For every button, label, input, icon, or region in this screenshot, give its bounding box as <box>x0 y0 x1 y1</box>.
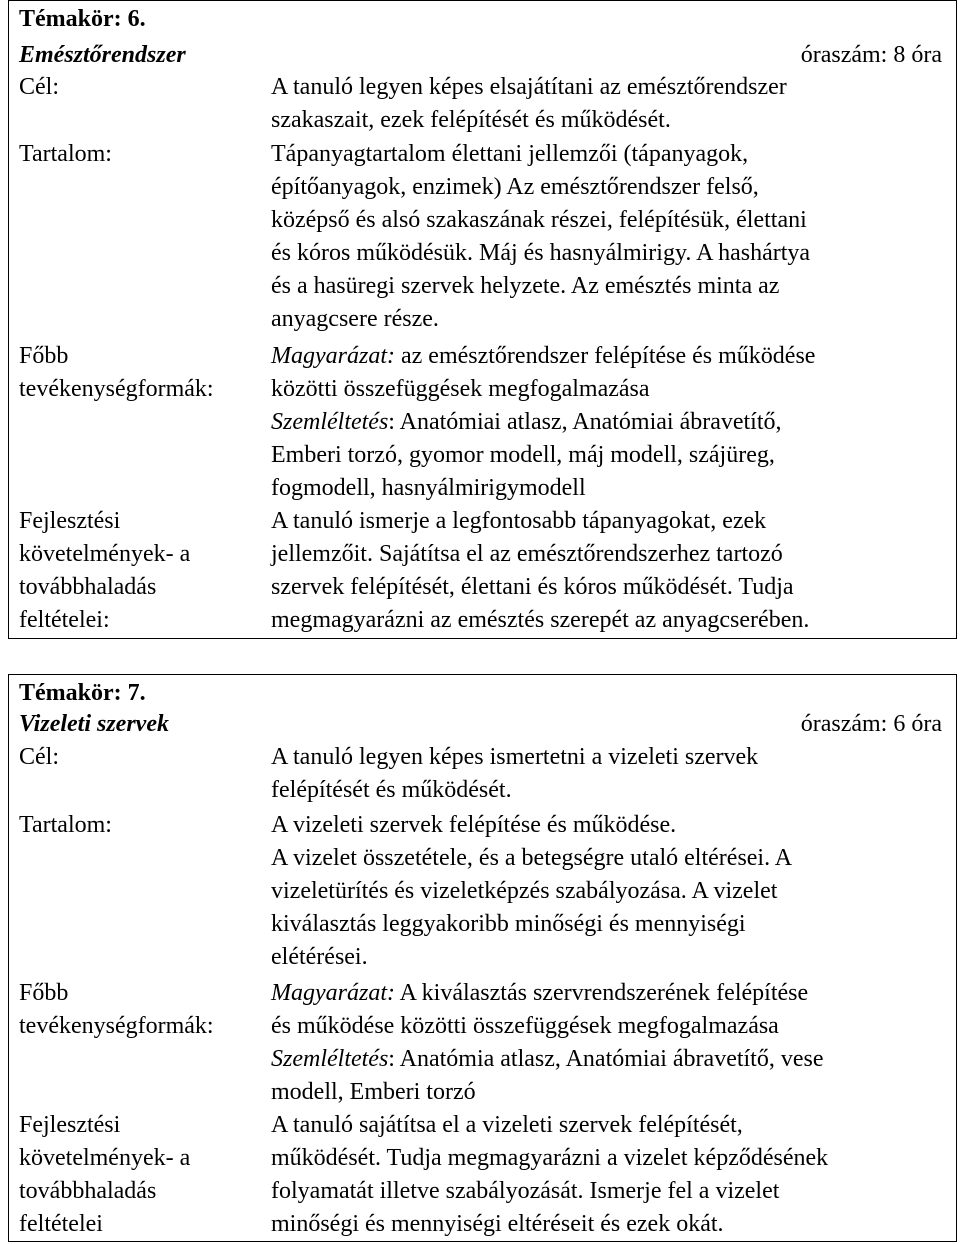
activity-text: : Anatómia atlasz, Anatómiai ábravetítő, vese <box>388 1046 824 1072</box>
content-text-line: és kóros működésük. Máj és hasnyálmirigy. A hashártya <box>271 240 811 266</box>
content-text-line: középső és alsó szakaszának részei, felépítésük, élettani <box>271 207 807 233</box>
activity-line <box>271 1043 950 1076</box>
activity-line <box>271 340 950 373</box>
activity-emphasis: Szemléltetés <box>271 1046 389 1072</box>
requirements-text-line: minőségi és mennyiségi eltéréseit és ezek okát. <box>271 1211 724 1237</box>
requirements-text-line: jellemzőit. Sajátítsa el az emésztőrendszerhez tartozó <box>271 541 783 567</box>
topic-heading: Témakör: 6. <box>19 6 146 32</box>
goal-text-line: A tanuló legyen képes elsajátítani az emésztőrendszer <box>271 74 787 100</box>
requirements-text-line: folyamatát illetve szabályozását. Ismerje fel a vizelet <box>271 1178 780 1204</box>
activity-label: Főbb <box>19 980 69 1006</box>
content-label: Tartalom: <box>19 812 112 838</box>
activity-label: tevékenységformák: <box>19 376 214 402</box>
activity-line <box>271 406 950 439</box>
requirements-text-line: A tanuló ismerje a legfontosabb tápanyagokat, ezek <box>271 508 767 534</box>
content-label: Tartalom: <box>19 141 112 167</box>
topic-name: Vizeleti szervek <box>19 711 169 737</box>
activity-text: az emésztőrendszer felépítése és működése <box>394 343 816 369</box>
goal-text-line: szakaszait, ezek felépítését és működését. <box>271 107 671 133</box>
hours-label: óraszám: 8 óra <box>800 42 942 68</box>
requirements-label: Fejlesztési <box>19 1112 121 1138</box>
topic-6-block <box>8 0 957 639</box>
goal-label: Cél: <box>19 74 59 100</box>
requirements-label: feltételei: <box>19 607 110 633</box>
topic-name: Emésztőrendszer <box>19 42 186 68</box>
requirements-label: követelmények- a <box>19 541 191 567</box>
requirements-text-line: A tanuló sajátítsa el a vizeleti szervek felépítését, <box>271 1112 743 1138</box>
activity-label: Főbb <box>19 343 69 369</box>
activity-line <box>271 1010 950 1043</box>
activity-emphasis: Magyarázat: <box>271 980 395 1006</box>
activity-emphasis: Magyarázat: <box>271 343 395 369</box>
content-text-line: építőanyagok, enzimek) Az emésztőrendszer felső, <box>271 174 759 200</box>
activity-line <box>271 1076 950 1109</box>
activity-line <box>271 439 950 472</box>
activity-text: és működése közötti összefüggések megfogalmazása <box>271 1013 779 1039</box>
content-text-line: és a hasüregi szervek helyzete. Az emésztés minta az <box>271 273 780 299</box>
content-text-line: anyagcsere része. <box>271 306 439 332</box>
activity-text: A kiválasztás szervrendszerének felépítése <box>394 980 809 1006</box>
content-text-line: vizeletürítés és vizeletképzés szabályozása. A vizelet <box>271 878 778 904</box>
requirements-label: továbbhaladás <box>19 574 157 600</box>
requirements-label: továbbhaladás <box>19 1178 157 1204</box>
goal-text-line: A tanuló legyen képes ismertetni a vizeleti szervek <box>271 744 759 770</box>
activity-text: fogmodell, hasnyálmirigymodell <box>271 475 586 501</box>
goal-text-line: felépítését és működését. <box>271 777 512 803</box>
content-text-line: elétérései. <box>271 944 368 970</box>
activity-line <box>271 373 950 406</box>
activity-label: tevékenységformák: <box>19 1013 214 1039</box>
content-text-line: A vizelet összetétele, és a betegségre utaló eltérései. A <box>271 845 793 871</box>
requirements-label: feltételei <box>19 1211 103 1237</box>
requirements-text-line: működését. Tudja megmagyarázni a vizelet képződésének <box>271 1145 829 1171</box>
activity-line <box>271 472 950 505</box>
topic-heading: Témakör: 7. <box>19 680 146 706</box>
content-text-line: A vizeleti szervek felépítése és működése. <box>271 812 677 838</box>
activity-text: Emberi torzó, gyomor modell, máj modell, szájüreg, <box>271 442 775 468</box>
activity-text: közötti összefüggések megfogalmazása <box>271 376 650 402</box>
activity-line <box>271 977 950 1010</box>
requirements-text-line: szervek felépítését, élettani és kóros működését. Tudja <box>271 574 794 600</box>
topic-7-block <box>8 674 957 1242</box>
requirements-label: követelmények- a <box>19 1145 191 1171</box>
content-text-line: Tápanyagtartalom élettani jellemzői (tápanyagok, <box>271 141 749 167</box>
activity-text: : Anatómiai atlasz, Anatómiai ábravetítő, <box>388 409 782 435</box>
activity-emphasis: Szemléltetés <box>271 409 389 435</box>
goal-label: Cél: <box>19 744 59 770</box>
requirements-label: Fejlesztési <box>19 508 121 534</box>
content-text-line: kiválasztás leggyakoribb minőségi és mennyiségi <box>271 911 746 937</box>
requirements-text-line: megmagyarázni az emésztés szerepét az anyagcserében. <box>271 607 810 633</box>
hours-label: óraszám: 6 óra <box>800 711 942 737</box>
activity-text: modell, Emberi torzó <box>271 1079 476 1105</box>
